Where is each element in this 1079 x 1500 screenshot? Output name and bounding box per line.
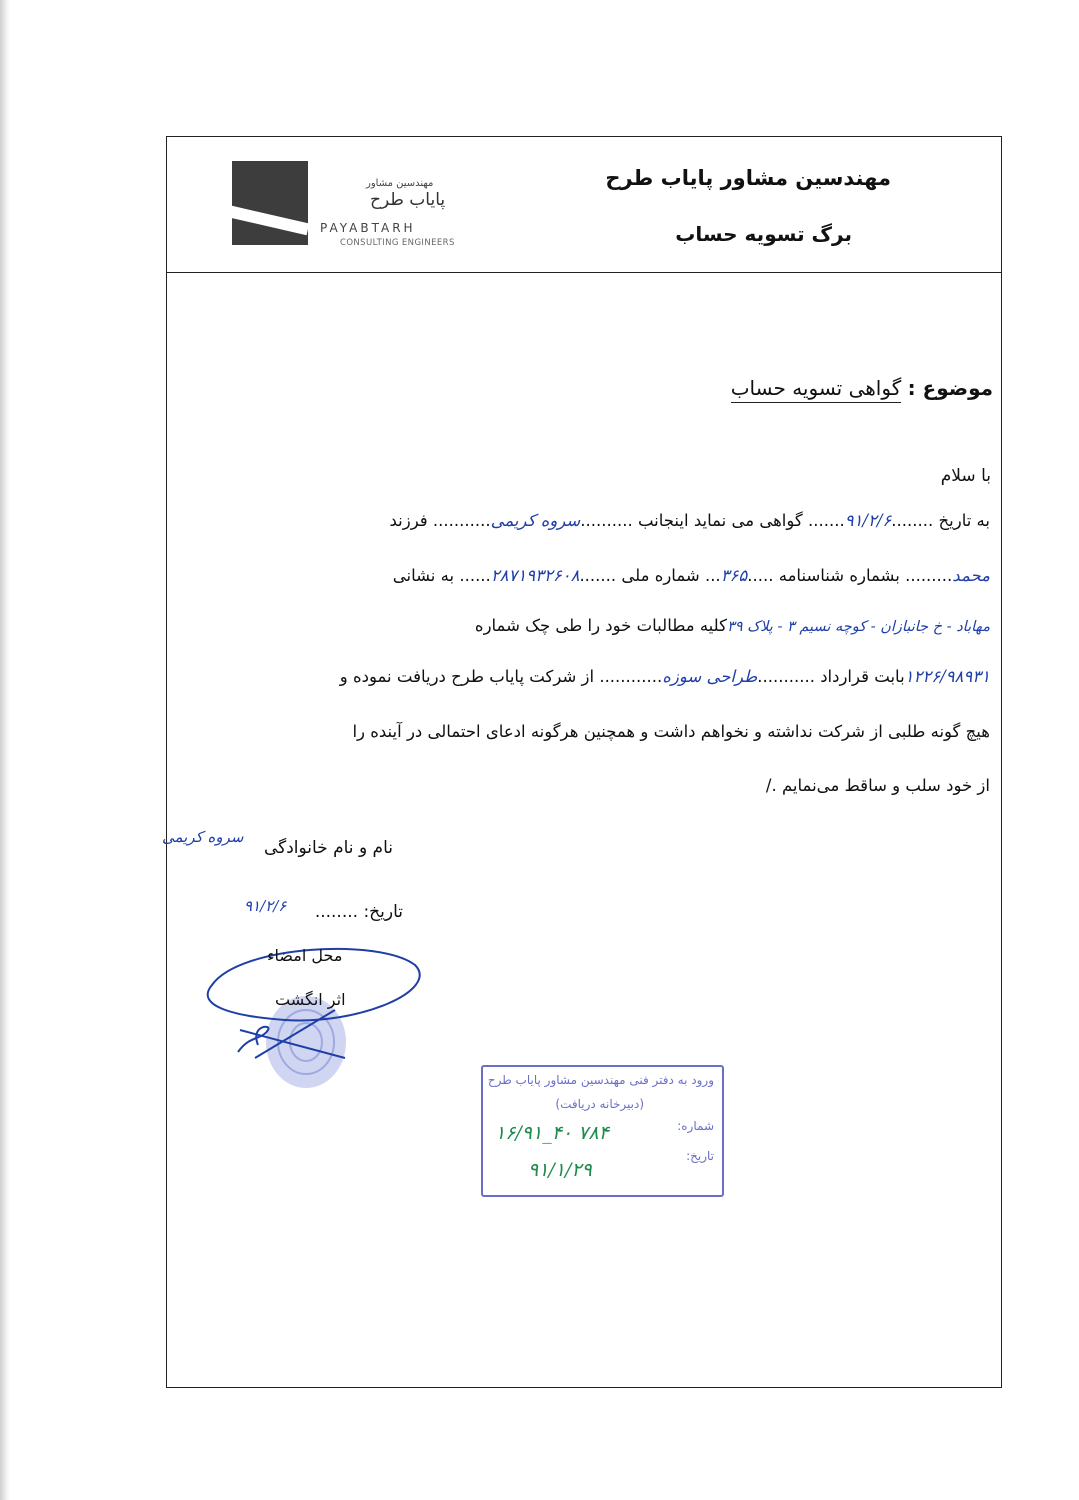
handwritten-date: ۹۱/۲/۶ — [844, 511, 892, 530]
handwritten-id-number: ۳۶۵ — [720, 566, 748, 585]
handwritten-national-id: ۲۸۷۱۹۳۲۶۰۸ — [490, 566, 580, 585]
subject-label: موضوع : — [907, 376, 993, 400]
text-segment: ........... فرزند — [389, 511, 491, 530]
handwritten-address: مهاباد - خ جانبازان - کوچه نسیم ۳ - پلاک ۳۹ — [726, 619, 990, 635]
logo-fa-small: مهندسین مشاور — [366, 178, 434, 189]
body-line-6: از خود سلب و ساقط می‌نمایم ./ — [765, 776, 990, 795]
handwritten-cheque-number: ۱۲۲۶/۹۸۹۳۱ — [904, 667, 990, 686]
stamp-date-label: تاریخ: — [686, 1149, 714, 1163]
signature-place-label: محل امضاء — [267, 946, 343, 965]
logo-fa-name: پایاب طرح — [370, 190, 446, 210]
company-name: مهندسین مشاور پایاب طرح — [605, 166, 891, 190]
text-segment: ... شماره ملی ....... — [579, 566, 721, 585]
text-segment: کلیه مطالبات خود را طی چک شماره — [474, 616, 727, 635]
logo-en-subtitle: CONSULTING ENGINEERS — [340, 238, 455, 248]
body-line-5: هیچ گونه طلبی از شرکت نداشته و نخواهم داشت و همچنین هرگونه ادعای احتمالی در آینده را — [352, 722, 990, 741]
handwritten-father-name: محمد — [952, 566, 990, 585]
form-title: برگ تسویه حساب — [675, 222, 852, 246]
text-segment: ......... بشماره شناسنامه ..... — [747, 566, 953, 585]
stamp-date-value: ۹۱/۱/۲۹ — [528, 1159, 592, 1181]
stamp-number-label: شماره: — [677, 1119, 714, 1133]
handwritten-signature-date: ۹۱/۲/۶ — [244, 897, 287, 915]
date-label: تاریخ: ........ — [314, 902, 403, 922]
handwritten-contract: طراحی سوزه — [662, 667, 758, 686]
text-segment: به تاریخ ........ — [891, 511, 990, 530]
text-segment: ............ از شرکت پایاب طرح دریافت نموده و — [339, 667, 663, 686]
handwritten-name: سروه کریمی — [490, 511, 581, 530]
stamp-line-1: ورود به دفتر فنی مهندسین مشاور پایاب طرح — [487, 1073, 714, 1087]
text-segment: ...... به نشانی — [392, 566, 491, 585]
stamp-number-value: ۱۶/۹۱_۴۰ ۷۸۴ — [495, 1122, 609, 1144]
stamp-line-2: (دبیرخانه دریافت) — [555, 1097, 644, 1111]
text-segment: ....... گواهی می نماید اینجانب .......... — [580, 511, 845, 530]
text-segment: بابت قرارداد ........... — [757, 667, 905, 686]
name-label: نام و نام خانوادگی — [263, 838, 393, 858]
subject-value: گواهی تسویه حساب — [731, 376, 902, 403]
handwritten-signature-name: سروه کریمی — [162, 828, 244, 846]
greeting: با سلام — [940, 466, 991, 486]
logo-en-name: PAYABTARH — [320, 221, 416, 235]
registration-stamp — [481, 1065, 724, 1197]
thumbprint-label: اثر انگشت — [275, 990, 346, 1009]
